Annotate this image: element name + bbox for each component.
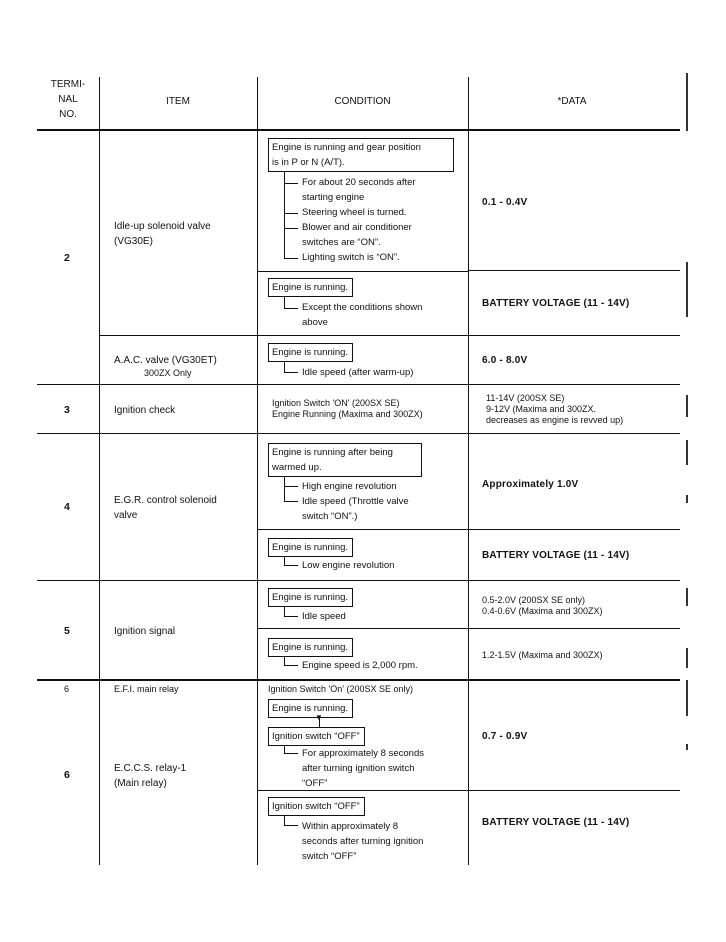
row-divider	[37, 580, 680, 581]
data-value: 0.5-2.0V (200SX SE only) 0.4-0.6V (Maxima and 300ZX)	[482, 595, 603, 616]
condition-box: Engine is running.	[268, 588, 353, 607]
row-divider	[257, 271, 468, 272]
row-divider	[99, 335, 680, 336]
item-eccs-relay: E.C.C.S. relay-1 (Main relay)	[114, 763, 187, 789]
condition-box: Engine is running and gear position is in P or N (A/T).	[268, 138, 454, 172]
condition-subitems: High engine revolution Idle speed (Throttle valve switch “ON”.)	[302, 481, 409, 522]
condition-subitems: For about 20 seconds after starting engine Steering wheel is turned. Blower and air conditioner switches are “ON”. Lighting switch is “ON”.	[302, 177, 416, 263]
header-rule	[37, 129, 680, 131]
condition-box: Engine is running.	[268, 278, 353, 297]
scan-edge-mark	[686, 73, 688, 131]
tree-branch	[284, 183, 298, 184]
scan-edge-mark	[686, 744, 688, 750]
row-divider	[257, 628, 680, 629]
condition-box: Engine is running.	[268, 538, 353, 557]
scan-edge-mark	[686, 262, 688, 317]
item-aac-valve: A.A.C. valve (VG30ET) 300ZX Only	[114, 355, 217, 378]
condition-subitems: For approximately 8 seconds after turning ignition switch “OFF”	[302, 748, 424, 789]
tree-branch	[284, 825, 298, 826]
row-divider	[257, 529, 680, 530]
scan-edge-mark	[686, 588, 688, 606]
scan-edge-mark	[686, 680, 688, 716]
condition-box: Ignition switch “OFF”	[268, 797, 365, 816]
tree-branch	[284, 213, 298, 214]
terminal-number-efi: 6	[64, 684, 70, 694]
scan-edge-mark	[686, 495, 688, 503]
condition-box: Engine is running.	[268, 638, 353, 657]
tree-branch	[284, 616, 298, 617]
condition-subitem: Engine speed is 2,000 rpm.	[302, 660, 418, 671]
tree-branch	[284, 486, 298, 487]
condition-box: Engine is running.	[268, 343, 353, 362]
tree-branch	[284, 665, 298, 666]
scan-edge-mark	[686, 648, 688, 668]
row-divider	[37, 384, 680, 385]
col-divider-3	[468, 77, 469, 865]
header-terminal-no: TERMI- NAL NO.	[50, 79, 86, 120]
data-value: 11-14V (200SX SE) 9-12V (Maxima and 300ZX. decreases as engine is revved up)	[486, 393, 624, 425]
header-condition: CONDITION	[334, 96, 391, 107]
condition-subitem: Idle speed (after warm-up)	[302, 367, 414, 378]
tree-branch	[284, 228, 298, 229]
condition-box: Engine is running.	[268, 699, 353, 718]
col-divider-1	[99, 77, 100, 865]
data-value: BATTERY VOLTAGE (11 - 14V)	[482, 817, 630, 828]
data-value: 0.7 - 0.9V	[482, 731, 528, 742]
condition-subitems: Except the conditions shown above	[302, 302, 423, 328]
terminal-number: 5	[64, 625, 70, 637]
item-efi-main-relay: E.F.I. main relay	[114, 684, 179, 694]
item-idle-up-solenoid: Idle-up solenoid valve (VG30E)	[114, 221, 211, 247]
condition-text: Ignition Switch 'On' (200SX SE only)	[268, 684, 414, 694]
data-value: 1.2-1.5V (Maxima and 300ZX)	[482, 650, 603, 660]
data-value: BATTERY VOLTAGE (11 - 14V)	[482, 298, 630, 309]
row-divider	[37, 679, 680, 681]
tree-connector	[284, 172, 285, 259]
down-arrow-icon: ▼	[315, 713, 323, 722]
scan-edge-mark	[686, 440, 688, 465]
header-data: *DATA	[557, 96, 587, 107]
condition-box: Ignition switch “OFF”	[268, 727, 365, 746]
data-value: 6.0 - 8.0V	[482, 355, 528, 366]
tree-branch	[284, 565, 298, 566]
data-value: Approximately 1.0V	[482, 479, 579, 490]
item-egr-solenoid: E.G.R. control solenoid valve	[114, 495, 217, 521]
item-ignition-check: Ignition check	[114, 405, 176, 416]
terminal-number: 2	[64, 252, 70, 264]
scan-edge-mark	[686, 395, 688, 417]
tree-branch	[284, 372, 298, 373]
row-divider	[468, 270, 680, 271]
data-value: 0.1 - 0.4V	[482, 197, 528, 208]
condition-subitem: Idle speed	[302, 611, 346, 622]
condition-text: Ignition Switch 'ON' (200SX SE) Engine Running (Maxima and 300ZX)	[272, 398, 423, 419]
col-divider-2	[257, 77, 258, 865]
item-ignition-signal: Ignition signal	[114, 626, 176, 637]
terminal-number: 3	[64, 404, 70, 416]
condition-subitems: Within approximately 8 seconds after turning ignition switch “OFF”	[302, 821, 424, 862]
condition-box: Engine is running after being warmed up.	[268, 443, 422, 477]
data-value: BATTERY VOLTAGE (11 - 14V)	[482, 550, 630, 561]
row-divider	[37, 433, 680, 434]
tree-branch	[284, 258, 298, 259]
header-item: ITEM	[166, 96, 190, 107]
condition-subitem: Low engine revolution	[302, 560, 395, 571]
tree-branch	[284, 308, 298, 309]
tree-connector	[284, 477, 285, 502]
terminal-number: 4	[64, 501, 70, 513]
tree-branch	[284, 753, 298, 754]
tree-branch	[284, 501, 298, 502]
terminal-number: 6	[64, 769, 70, 781]
